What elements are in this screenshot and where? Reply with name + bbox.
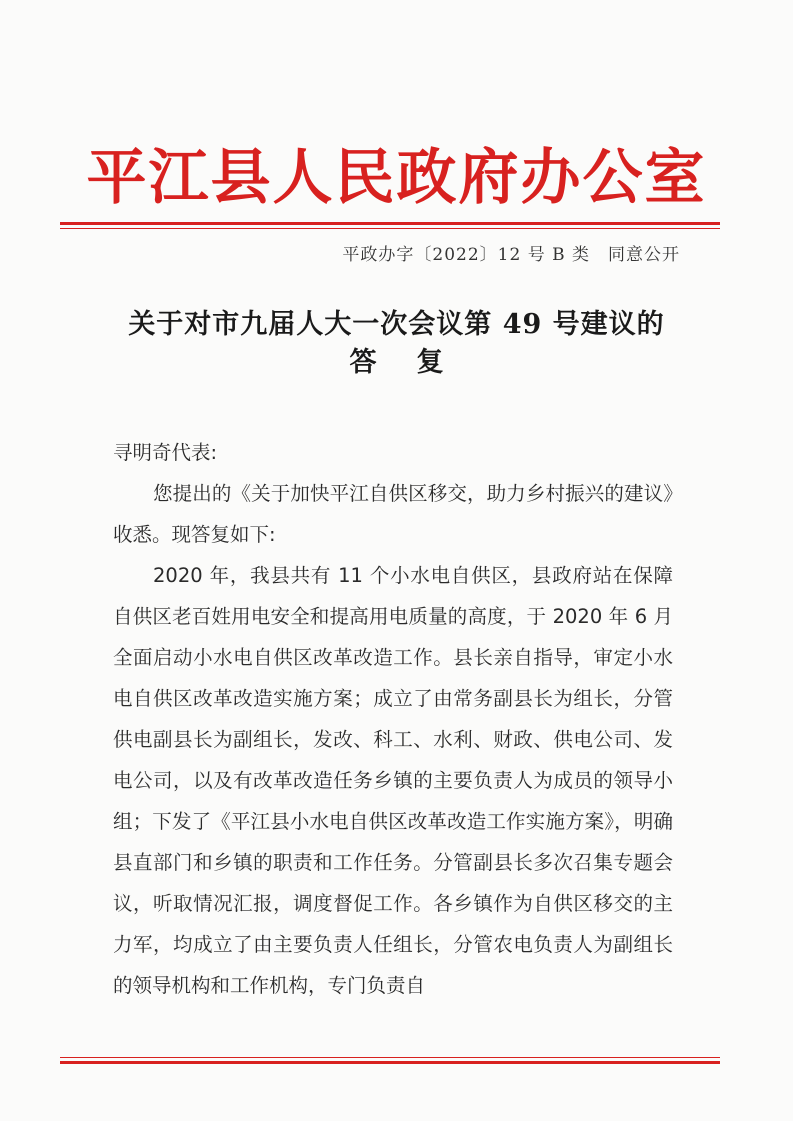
- document-body: [113, 432, 673, 1006]
- paragraph: 您提出的《关于加快平江自供区移交，助力乡村振兴的建议》收悉。现答复如下:: [113, 482, 673, 546]
- document-title: [60, 306, 733, 382]
- footer-red-rule-thin: [60, 1057, 720, 1058]
- footer-red-rule-thick: [60, 1061, 720, 1064]
- paragraph: 2020 年，我县共有 11 个小水电自供区，县政府站在保障自供区老百姓用电安全和提高用电质量的高度，于 2020 年 6 月全面启动小水电自供区改革改造工作。县长亲自指导，审定小水电自供区改革改造实施方案；成立了由常务副县长为组长，分管供电副县长为副组长，发改、科工、水利、财政、供电公司、发电公司，以及有改革改造任务乡镇的主要负责人为成员的领导小组；下发了《平江县小水电自供区改革改造工作实施方案》，明确县直部门和乡镇的职责和工作任务。分管副县长多次召集专题会议，听取情况汇报，调度督促工作。各乡镇作为自供区移交的主力军，均成立了由主要负责人任组长，分管农电负责人为副组长的领导机构和工作机构，专门负责自: [113, 564, 673, 997]
- header-red-rule-thick: [60, 222, 720, 225]
- title-line-2: 答复: [349, 347, 484, 378]
- document-number: 平政办字〔2022〕12 号 B 类 同意公开: [342, 245, 680, 265]
- salutation: 寻明奇代表:: [113, 441, 218, 464]
- issuing-organization-header: 平江县人民政府办公室: [86, 143, 707, 213]
- title-line-1: 关于对市九届人大一次会议第 49 号建议的: [128, 309, 665, 340]
- header-red-rule-thin: [60, 228, 720, 229]
